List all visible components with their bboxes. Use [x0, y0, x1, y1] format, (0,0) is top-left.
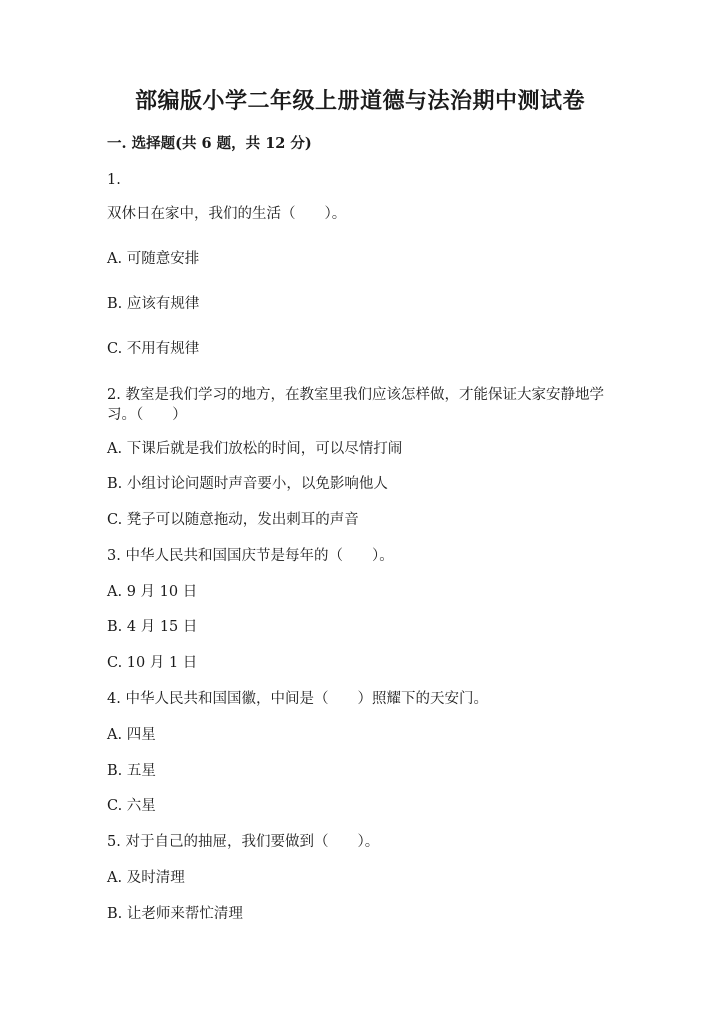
question-4-option-c: C. 六星: [107, 798, 156, 814]
question-2-option-a: A. 下课后就是我们放松的时间，可以尽情打闹: [107, 441, 403, 457]
question-1-option-b: B. 应该有规律: [107, 296, 200, 312]
question-1-number: 1.: [107, 172, 121, 188]
question-2-option-c: C. 凳子可以随意拖动，发出刺耳的声音: [107, 512, 359, 528]
question-1-option-c: C. 不用有规律: [107, 341, 200, 357]
question-1-stem: 双休日在家中，我们的生活（ ）。: [107, 206, 347, 222]
question-1-option-a: A. 可随意安排: [107, 251, 200, 267]
question-4-option-a: A. 四星: [107, 727, 156, 743]
question-5-stem: 5. 对于自己的抽屉，我们要做到（ ）。: [107, 834, 380, 850]
question-2-stem: 2. 教室是我们学习的地方，在教室里我们应该怎样做，才能保证大家安静地学习。（ ）: [107, 387, 604, 423]
question-5-option-a: A. 及时清理: [107, 870, 185, 886]
question-2-option-b: B. 小组讨论问题时声音要小，以免影响他人: [107, 476, 388, 492]
page-title: 部编版小学二年级上册道德与法治期中测试卷: [134, 88, 585, 114]
question-3-option-a: A. 9 月 10 日: [107, 584, 198, 600]
question-3-option-b: B. 4 月 15 日: [107, 619, 198, 635]
question-5-option-b: B. 让老师来帮忙清理: [107, 906, 243, 922]
question-4-stem: 4. 中华人民共和国国徽，中间是（ ）照耀下的天安门。: [107, 691, 488, 707]
question-4-option-b: B. 五星: [107, 763, 156, 779]
question-3-stem: 3. 中华人民共和国国庆节是每年的（ ）。: [107, 548, 394, 564]
question-3-option-c: C. 10 月 1 日: [107, 655, 198, 671]
section-heading: 一. 选择题(共 6 题，共 12 分): [107, 135, 312, 152]
